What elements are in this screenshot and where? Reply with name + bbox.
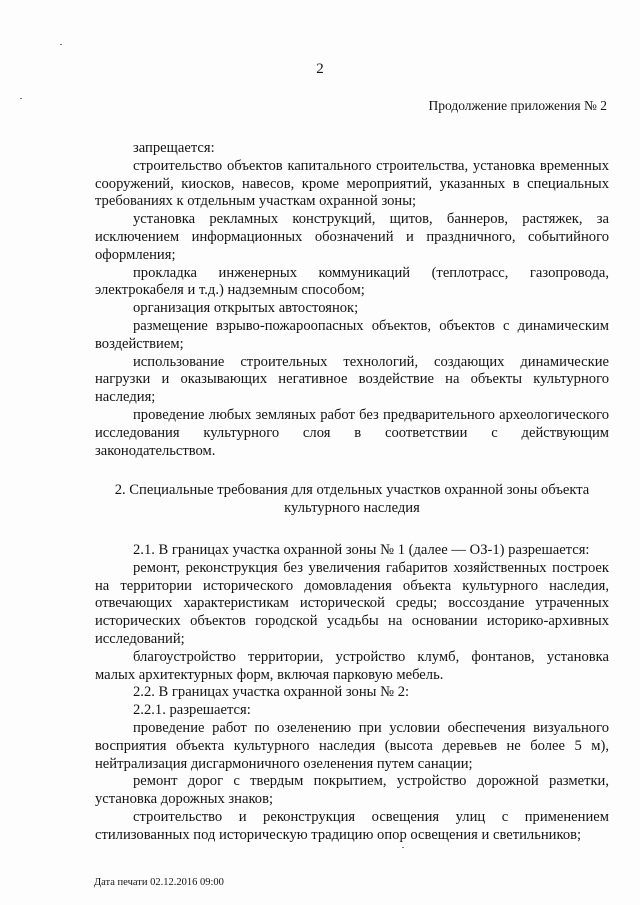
scan-speck xyxy=(402,847,404,848)
section-heading: 2. Специальные требования для отдельных участков охранной зоны объекта культурного наследия xyxy=(114,482,590,517)
paragraph: благоустройство территории, устройство клумб, фонтанов, установка малых архитектурных форм, включая парковую мебель. xyxy=(95,648,609,683)
print-date: Дата печати 02.12.2016 09:00 xyxy=(94,877,224,888)
document-body xyxy=(95,140,609,844)
paragraph: использование строительных технологий, создающих динамические нагрузки и оказывающих негативное воздействие на объекты культурного наследия; xyxy=(95,353,609,406)
paragraph: строительство объектов капитального строительства, установка временных сооружений, киосков, навесов, кроме мероприятий, указанных в специальных требованиях к отдельным участкам охранной зоны; xyxy=(95,157,609,210)
paragraph: установка рекламных конструкций, щитов, баннеров, растяжек, за исключением информационных обозначений и праздничного, событийного оформления; xyxy=(95,211,609,263)
paragraph: проведение любых земляных работ без предварительного археологического исследования культурного слоя в соответствии с действующим законодательством. xyxy=(95,406,609,459)
paragraph: прокладка инженерных коммуникаций (теплотрасс, газопровода, электрокабеля и т.д.) надземным способом; xyxy=(95,264,609,299)
paragraph: 2.2. В границах участка охранной зоны № 2: xyxy=(133,684,410,701)
paragraph: строительство и реконструкция освещения улиц с применением стилизованных под историческую традицию опор освещения и светильников; xyxy=(95,808,609,843)
paragraph: проведение работ по озеленению при условии обеспечения визуального восприятия объекта культурного наследия (высота деревьев не более 5 м), нейтрализация дисгармоничного озеленения путем санации; xyxy=(95,719,609,772)
scan-speck xyxy=(60,44,62,45)
paragraph: ремонт, реконструкция без увеличения габаритов хозяйственных построек на территории исторического домовладения объекта культурного наследия, отвечающих характеристикам исторической среды; воссоздание утраченных исторических объектов городской усадьбы на основании историко-архивных исследований; xyxy=(95,559,609,647)
paragraph: 2.1. В границах участка охранной зоны № 1 (далее — ОЗ-1) разрешается: xyxy=(133,541,590,558)
page-number: 2 xyxy=(316,61,324,77)
appendix-continuation-label: Продолжение приложения № 2 xyxy=(428,98,607,113)
paragraph: запрещается: xyxy=(133,140,215,156)
scan-speck xyxy=(20,98,22,99)
paragraph: 2.2.1. разрешается: xyxy=(133,702,251,719)
paragraph: организация открытых автостоянок; xyxy=(133,300,359,317)
paragraph: размещение взрыво-пожароопасных объектов, объектов с динамическим воздействием; xyxy=(95,317,609,352)
paragraph: ремонт дорог с твердым покрытием, устройство дорожной разметки, установка дорожных знаков; xyxy=(95,773,609,808)
